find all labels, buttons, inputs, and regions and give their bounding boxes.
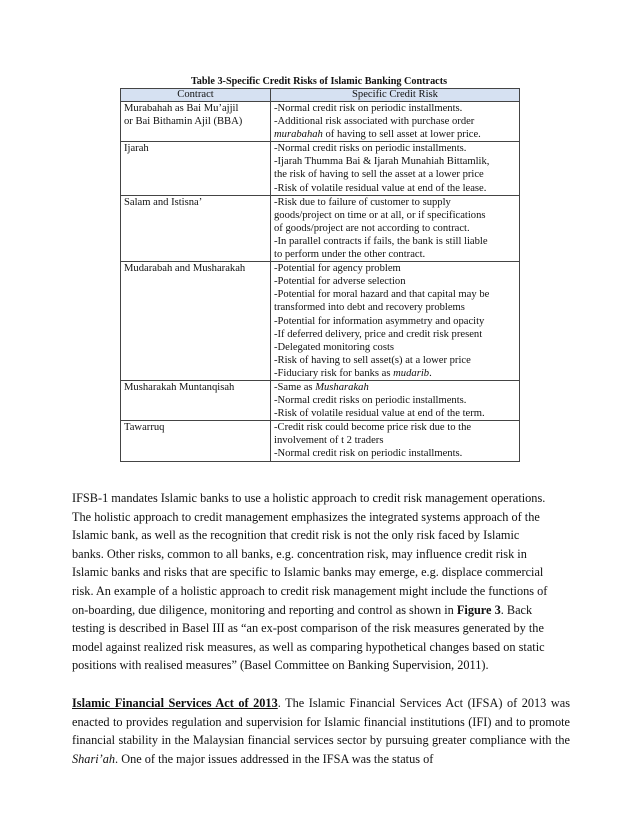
contract-cell	[121, 421, 271, 461]
risk-cell	[271, 380, 520, 420]
risk-line	[274, 209, 516, 222]
paragraph-line	[72, 489, 570, 508]
text-segment: -Risk of volatile residual value at end of the term.	[274, 408, 485, 420]
contract-name-line: Tawarruq	[124, 422, 165, 434]
contract-name-line: Mudarabah and Musharakah	[124, 263, 246, 275]
text-segment: of having to sell asset at lower price.	[322, 129, 481, 141]
paragraph-holistic-approach	[72, 489, 570, 675]
risk-line	[274, 128, 516, 141]
text-segment: -Risk of having to sell asset(s) at a lower price	[274, 354, 471, 366]
risk-line	[274, 341, 516, 354]
text-segment: . The Islamic Financial Services Act (IFSA) of 2013 was enacted to provides regulation and supervision for Islamic financial institutions (IFI) and to promote financial stability in the Malaysian financial services sector by pursuing greater compliance with the	[72, 696, 570, 748]
paragraph-line	[72, 601, 570, 620]
contract-cell	[121, 262, 271, 381]
text-segment: Islamic banks and risks that are specific to Islamic banks may emerge, e.g. displace commercial	[72, 565, 544, 580]
risk-line	[274, 222, 516, 235]
header-contract: Contract	[121, 89, 271, 102]
table-header-row	[121, 89, 520, 102]
text-segment: banks. Other risks, common to all banks, e.g. concentration risk, may influence credit risk in	[72, 546, 527, 561]
paragraph-ifsa-2013	[72, 694, 570, 768]
text-segment: -Same as	[274, 381, 316, 393]
paragraph-line	[72, 656, 570, 675]
contract-name-line: Salam and Istisna’	[124, 196, 203, 208]
risk-line	[274, 248, 516, 261]
risk-line	[274, 288, 516, 301]
risk-line	[274, 421, 516, 434]
italic-term: mudarib	[393, 367, 430, 379]
header-specific-credit-risk: Specific Credit Risk	[271, 89, 520, 102]
risk-cell	[271, 102, 520, 142]
table-row	[121, 142, 520, 195]
contract-name-line: Ijarah	[124, 143, 149, 155]
text-segment: -Delegated monitoring costs	[274, 341, 395, 353]
text-segment: . Back	[500, 602, 533, 617]
text-segment: -Potential for agency problem	[274, 263, 401, 275]
text-segment: -Fiduciary risk for banks as	[274, 367, 394, 379]
table-row	[121, 262, 520, 381]
text-segment: -If deferred delivery, price and credit risk present	[274, 328, 483, 340]
text-segment: .	[429, 367, 432, 379]
table-caption: Table 3-Specific Credit Risks of Islamic Banking Contracts	[190, 76, 448, 87]
text-segment: Islamic bank, as well as the recognition that credit risk is not the only risk faced by Islamic	[72, 528, 520, 543]
risk-line	[274, 142, 516, 155]
risk-line	[274, 115, 516, 128]
text-segment: -Normal credit risks on periodic installments.	[274, 143, 467, 155]
italic-term: Shari’ah	[72, 751, 116, 766]
paragraph-line	[72, 638, 570, 657]
risk-line	[274, 235, 516, 248]
text-segment: -Potential for moral hazard and that capital may be	[274, 289, 490, 301]
risk-line	[274, 328, 516, 341]
text-segment: -Normal credit risk on periodic installments.	[274, 448, 463, 460]
risk-line	[274, 381, 516, 394]
contract-name-line: Murabahah as Bai Mu’ajjil	[124, 103, 239, 114]
risk-line	[274, 367, 516, 380]
risk-line	[274, 196, 516, 209]
table-row	[121, 102, 520, 142]
risk-line	[274, 102, 516, 115]
risk-line	[274, 407, 516, 420]
risk-line	[274, 301, 516, 314]
figure-reference: Figure 3	[456, 602, 501, 617]
text-segment: -Risk due to failure of customer to supply	[274, 196, 451, 208]
italic-term: murabahah	[274, 129, 323, 141]
paragraph-line	[72, 526, 570, 545]
text-segment: -In parallel contracts if fails, the bank is still liable	[274, 235, 488, 247]
table-row	[121, 421, 520, 461]
text-segment: -Risk of volatile residual value at end of the lease.	[274, 182, 487, 194]
text-segment: -Ijarah Thumma Bai & Ijarah Munahiah Bittamlik,	[274, 156, 490, 168]
text-segment: -Normal credit risk on periodic installments.	[274, 103, 463, 114]
contract-cell	[121, 142, 271, 195]
text-segment: involvement of t 2 traders	[274, 435, 384, 447]
text-segment: -Normal credit risks on periodic installments.	[274, 395, 467, 407]
text-segment: -Additional risk associated with purchase order	[274, 116, 475, 128]
table-row	[121, 380, 520, 420]
contract-name-line: Musharakah Muntanqisah	[124, 381, 235, 393]
text-segment: of goods/project are not according to contract.	[274, 222, 470, 234]
text-segment: IFSB-1 mandates Islamic banks to use a holistic approach to credit risk management operations.	[72, 491, 546, 505]
table-row	[121, 195, 520, 261]
text-segment: positions with realised measures” (Basel Committee on Banking Supervision, 2011).	[72, 658, 489, 673]
text-segment: The holistic approach to credit management emphasizes the integrated systems approach of the	[72, 509, 540, 524]
section-heading: Islamic Financial Services Act of 2013	[72, 696, 278, 710]
risk-line	[274, 155, 516, 168]
text-segment: -Potential for information asymmetry and opacity	[274, 315, 485, 327]
text-segment: to perform under the other contract.	[274, 249, 426, 261]
credit-risk-table	[120, 88, 520, 462]
risk-line	[274, 315, 516, 328]
text-segment: risk. An example of a holistic approach to credit risk management might include the functions of	[72, 583, 548, 598]
text-segment: on-boarding, due diligence, monitoring and reporting and control as shown in	[72, 602, 457, 617]
risk-cell	[271, 421, 520, 461]
paragraph-line	[72, 563, 570, 582]
text-segment: -Potential for adverse selection	[274, 276, 406, 288]
text-segment: goods/project on time or at all, or if specifications	[274, 209, 486, 221]
risk-line	[274, 262, 516, 275]
risk-line	[274, 434, 516, 447]
text-segment: transformed into debt and recovery problems	[274, 302, 465, 314]
table-body	[121, 102, 520, 462]
risk-line	[274, 182, 516, 195]
risk-line	[274, 447, 516, 460]
risk-cell	[271, 262, 520, 381]
contract-cell	[121, 380, 271, 420]
contract-cell	[121, 195, 271, 261]
risk-cell	[271, 195, 520, 261]
text-segment: -Credit risk could become price risk due to the	[274, 422, 472, 434]
contract-cell	[121, 102, 271, 142]
risk-line	[274, 275, 516, 288]
text-segment: . One of the major issues addressed in the IFSA was the status of	[115, 751, 434, 766]
risk-line	[274, 394, 516, 407]
text-segment: testing is described in Basel III as “an ex-post comparison of the risk measures generated by the	[72, 621, 544, 636]
risk-line	[274, 168, 516, 181]
text-segment: model against realized risk measures, as well as comparing hypothetical changes based on static	[72, 639, 545, 654]
text-segment: the risk of having to sell the asset at a lower price	[274, 169, 484, 181]
paragraph-line	[72, 508, 570, 527]
risk-line	[274, 354, 516, 367]
paragraph-line	[72, 619, 570, 638]
paragraph-line	[72, 582, 570, 601]
italic-term: Musharakah	[315, 381, 369, 393]
paragraph-line	[72, 545, 570, 564]
risk-cell	[271, 142, 520, 195]
contract-name-line: or Bai Bithamin Ajil (BBA)	[124, 116, 243, 128]
